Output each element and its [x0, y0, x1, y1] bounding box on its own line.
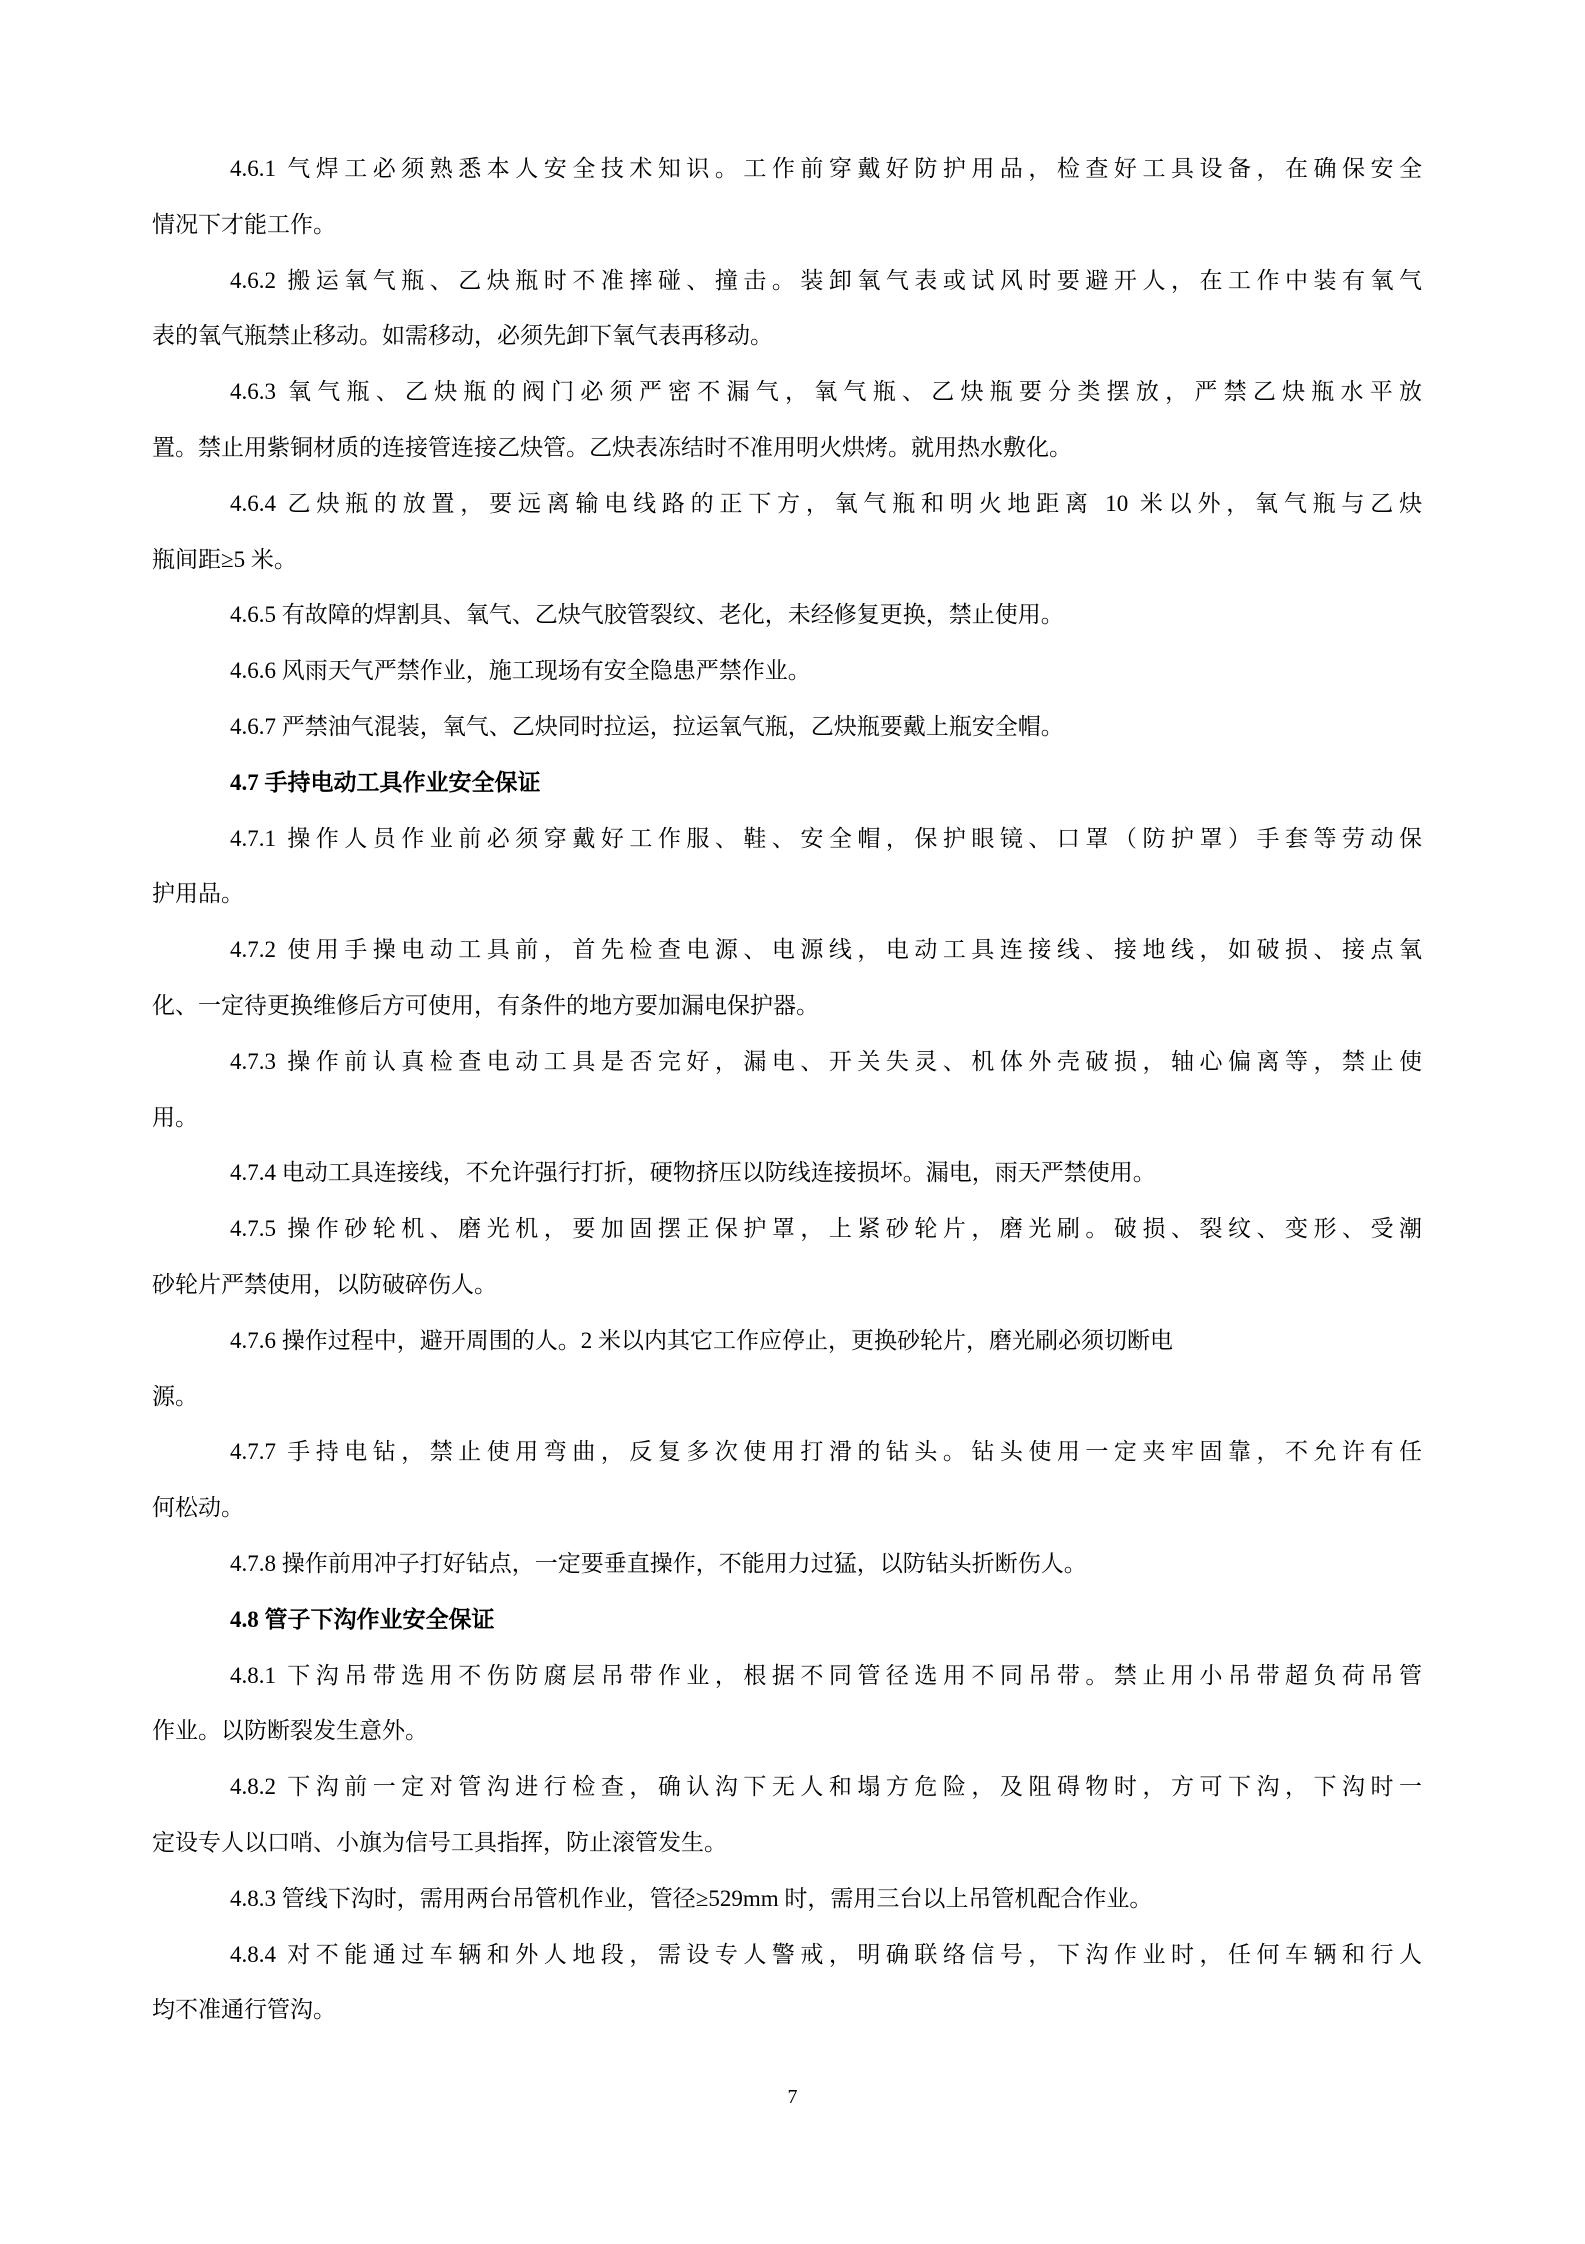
paragraph-4-7-2-line-1: 4.7.2 使用手操电动工具前，首先检查电源、电源线，电动工具连接线、接地线，如破损、接点氧 — [230, 937, 1422, 963]
paragraph-4-7-6-line-2: 源。 — [152, 1383, 198, 1409]
paragraph-4-7-7-line-1: 4.7.7 手持电钻，禁止使用弯曲，反复多次使用打滑的钻头。钻头使用一定夹牢固靠，不允许有任 — [230, 1439, 1422, 1465]
paragraph-4-7-1-line-1: 4.7.1 操作人员作业前必须穿戴好工作服、鞋、安全帽，保护眼镜、口罩（防护罩）手套等劳动保 — [230, 825, 1422, 851]
paragraph-4-7-3-line-1: 4.7.3 操作前认真检查电动工具是否完好，漏电、开关失灵、机体外壳破损，轴心偏离等，禁止使 — [230, 1048, 1422, 1074]
paragraph-4-7-8: 4.7.8 操作前用冲子打好钻点，一定要垂直操作，不能用力过猛，以防钻头折断伤人。 — [230, 1550, 1087, 1576]
page-number: 7 — [787, 2086, 798, 2108]
paragraph-4-7-6-line-1: 4.7.6 操作过程中，避开周围的人。2 米以内其它工作应停止，更换砂轮片，磨光刷必须切断电 — [230, 1327, 1173, 1353]
paragraph-4-8-4-line-2: 均不准通行管沟。 — [152, 1997, 336, 2023]
section-heading-4-7: 4.7 手持电动工具作业安全保证 — [230, 769, 541, 795]
paragraph-4-6-3-line-2: 置。禁止用紫铜材质的连接管连接乙炔管。乙炔表冻结时不准用明火烘烤。就用热水敷化。 — [152, 434, 1072, 460]
paragraph-4-6-3-line-1: 4.6.3 氧气瓶、乙炔瓶的阀门必须严密不漏气，氧气瓶、乙炔瓶要分类摆放，严禁乙炔瓶水平放 — [230, 379, 1422, 405]
paragraph-4-6-1-line-1: 4.6.1 气焊工必须熟悉本人安全技术知识。工作前穿戴好防护用品，检查好工具设备，在确保安全 — [230, 156, 1422, 181]
paragraph-4-7-5-line-1: 4.7.5 操作砂轮机、磨光机，要加固摆正保护罩，上紧砂轮片，磨光刷。破损、裂纹、变形、受潮 — [230, 1216, 1422, 1242]
page-body — [152, 141, 1422, 2038]
paragraph-4-6-7: 4.6.7 严禁油气混装，氧气、乙炔同时拉运，拉运氧气瓶，乙炔瓶要戴上瓶安全帽。 — [230, 713, 1064, 739]
paragraph-4-6-4-line-2: 瓶间距≥5 米。 — [152, 546, 297, 572]
paragraph-4-8-1-line-2: 作业。以防断裂发生意外。 — [152, 1718, 428, 1744]
section-heading-4-8: 4.8 管子下沟作业安全保证 — [230, 1606, 495, 1632]
paragraph-4-6-1-line-2: 情况下才能工作。 — [152, 211, 336, 237]
paragraph-4-6-2-line-2: 表的氧气瓶禁止移动。如需移动，必须先卸下氧气表再移动。 — [152, 323, 773, 349]
paragraph-4-7-7-line-2: 何松动。 — [152, 1495, 244, 1521]
paragraph-4-8-4-line-1: 4.8.4 对不能通过车辆和外人地段，需设专人警戒，明确联络信号，下沟作业时，任何车辆和行人 — [230, 1941, 1422, 1967]
paragraph-4-8-2-line-2: 定设专人以口哨、小旗为信号工具指挥，防止滚管发生。 — [152, 1829, 727, 1855]
paragraph-4-6-6: 4.6.6 风雨天气严禁作业，施工现场有安全隐患严禁作业。 — [230, 658, 811, 684]
paragraph-4-6-5: 4.6.5 有故障的焊割具、氧气、乙炔气胶管裂纹、老化，未经修复更换，禁止使用。 — [230, 602, 1064, 628]
paragraph-4-8-2-line-1: 4.8.2 下沟前一定对管沟进行检查，确认沟下无人和塌方危险，及阻碍物时，方可下沟，下沟时一 — [230, 1774, 1422, 1800]
paragraph-4-7-1-line-2: 护用品。 — [152, 881, 244, 907]
paragraph-4-7-4: 4.7.4 电动工具连接线，不允许强行打折，硬物挤压以防线连接损坏。漏电，雨天严禁使用。 — [230, 1160, 1156, 1186]
paragraph-4-6-4-line-1: 4.6.4 乙炔瓶的放置，要远离输电线路的正下方，氧气瓶和明火地距离 10 米以外，氧气瓶与乙炔 — [230, 490, 1422, 516]
paragraph-4-8-3: 4.8.3 管线下沟时，需用两台吊管机作业，管径≥529mm 时，需用三台以上吊管机配合作业。 — [230, 1885, 1153, 1911]
paragraph-4-7-5-line-2: 砂轮片严禁使用，以防破碎伤人。 — [152, 1271, 497, 1297]
paragraph-4-7-3-line-2: 用。 — [152, 1104, 198, 1130]
paragraph-4-6-2-line-1: 4.6.2 搬运氧气瓶、乙炔瓶时不准摔碰、撞击。装卸氧气表或试风时要避开人，在工作中装有氧气 — [230, 267, 1422, 293]
paragraph-4-8-1-line-1: 4.8.1 下沟吊带选用不伤防腐层吊带作业，根据不同管径选用不同吊带。禁止用小吊带超负荷吊管 — [230, 1662, 1422, 1688]
paragraph-4-7-2-line-2: 化、一定待更换维修后方可使用，有条件的地方要加漏电保护器。 — [152, 992, 819, 1018]
